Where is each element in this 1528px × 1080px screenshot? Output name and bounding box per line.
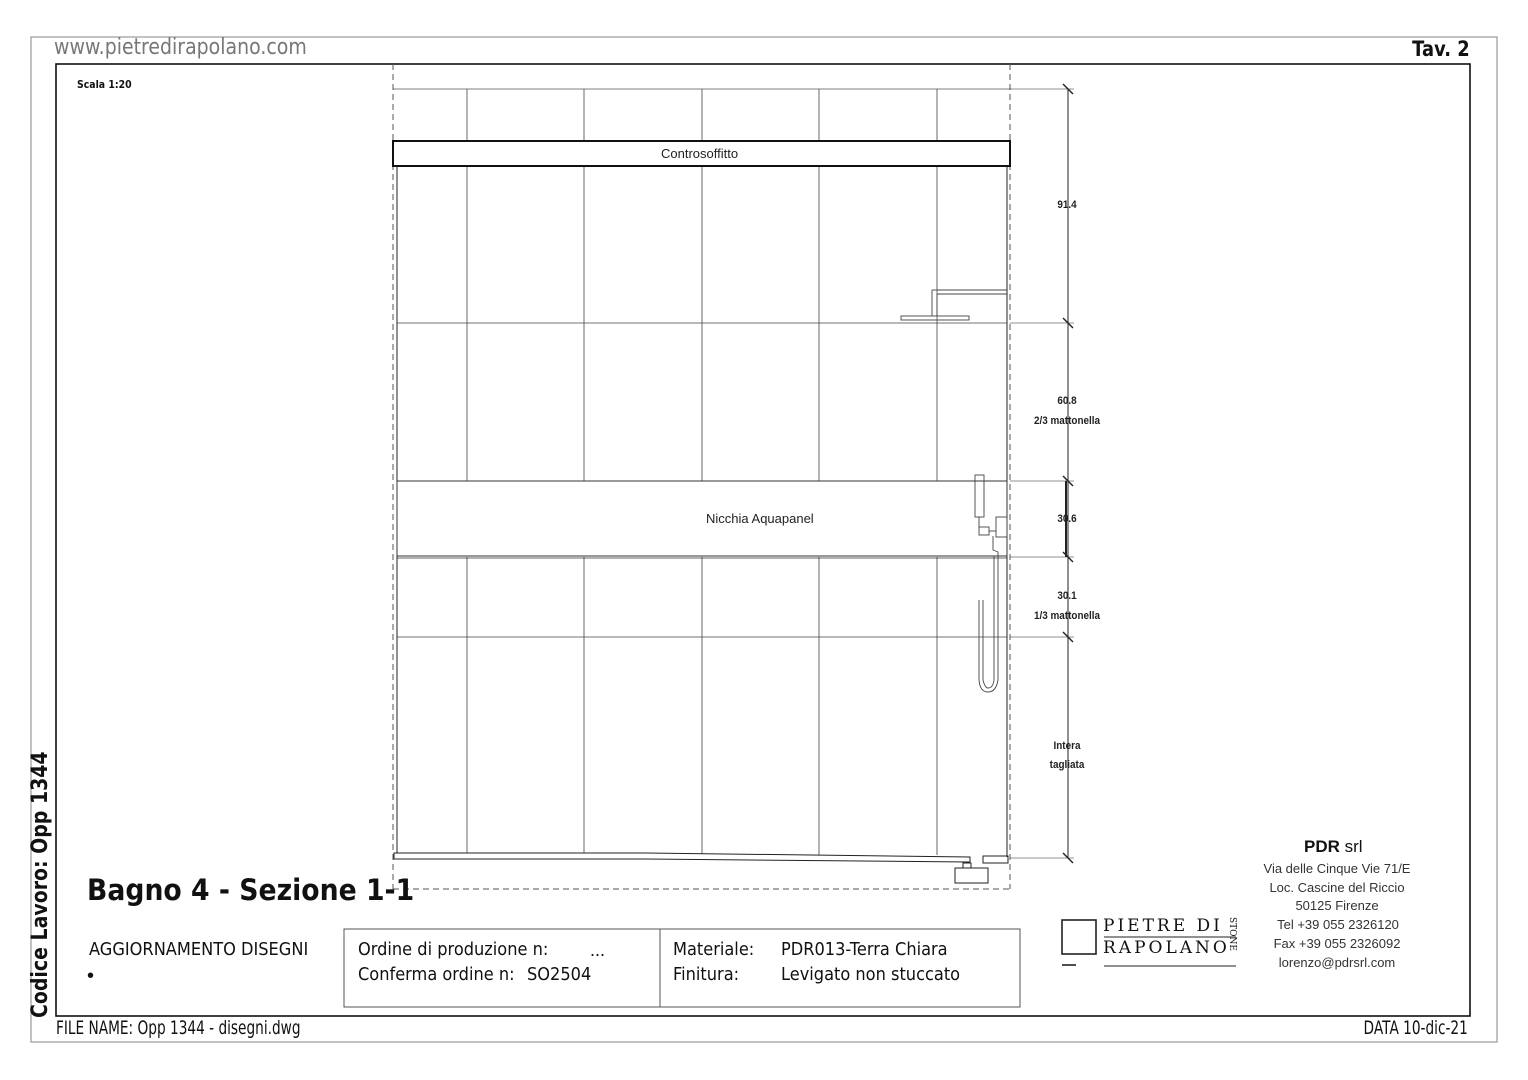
company-address-1: Via delle Cinque Vie 71/E [1263, 861, 1411, 876]
dimension-value: Intera [1053, 740, 1081, 752]
confirm-value: SO2504 [527, 964, 592, 985]
sheet-number: Tav. 2 [1412, 37, 1470, 61]
company-address-2: Loc. Cascine del Riccio [1269, 880, 1405, 895]
drawing-title: Bagno 4 - Sezione 1-1 [87, 873, 415, 907]
company-tel: Tel +39 055 2326120 [1277, 917, 1399, 932]
niche-box [397, 481, 1007, 556]
logo-stone: STONE [1227, 917, 1237, 951]
company-fax: Fax +39 055 2326092 [1273, 936, 1401, 951]
dimension-note: tagliata [1049, 759, 1085, 771]
company-name [1304, 838, 1363, 855]
logo-line-2: RAPOLANO [1103, 938, 1230, 958]
shower-head-icon [901, 290, 1007, 320]
dimension-value: 60.8 [1057, 395, 1077, 407]
update-bullet: • [87, 965, 95, 987]
confirm-label: Conferma ordine n: [358, 964, 515, 985]
ceiling-label: Controsoffitto [661, 146, 739, 161]
company-address-3: 50125 Firenze [1295, 898, 1379, 913]
website-url: www.pietredirapolano.com [54, 35, 307, 60]
tile-vertical-joints [467, 89, 937, 855]
material-value: PDR013-Terra Chiara [781, 939, 948, 960]
company-name-bold: PDR [1304, 837, 1340, 856]
dimension-value: 30.1 [1057, 590, 1077, 602]
finish-label: Finitura: [673, 964, 740, 985]
order-value: ... [590, 940, 606, 960]
niche-label: Nicchia Aquapanel [706, 511, 814, 526]
material-label: Materiale: [673, 939, 755, 960]
dimension-note: 2/3 mattonella [1033, 415, 1101, 427]
dimension-value: 30.6 [1057, 513, 1077, 525]
update-heading: AGGIORNAMENTO DISEGNI [89, 939, 309, 960]
finish-value: Levigato non stuccato [781, 964, 961, 985]
file-name: FILE NAME: Opp 1344 - disegni.dwg [56, 1017, 301, 1039]
drawing-scale: Scala 1:20 [77, 78, 132, 91]
company-suffix: srl [1339, 837, 1363, 856]
logo-line-1: PIETRE DI [1103, 916, 1223, 936]
dimension-value: 91.4 [1057, 199, 1077, 211]
dimension-note: 1/3 mattonella [1033, 610, 1101, 622]
drawing-date: DATA 10-dic-21 [1363, 1017, 1468, 1039]
job-code: Codice Lavoro: Opp 1344 [28, 751, 53, 1018]
shower-tray [394, 853, 1008, 883]
wall-elevation [393, 64, 1077, 889]
order-label: Ordine di produzione n: [358, 939, 549, 960]
company-email[interactable]: lorenzo@pdrsrl.com [1278, 955, 1396, 970]
